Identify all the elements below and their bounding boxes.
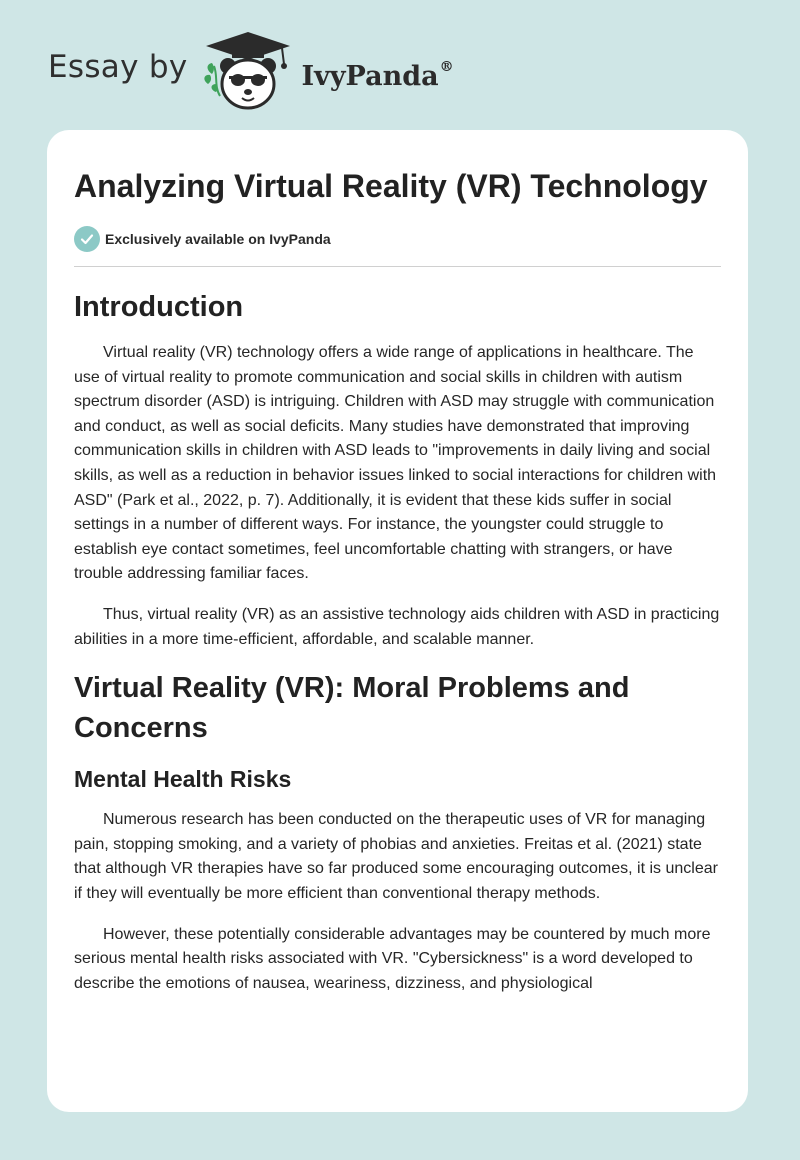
check-circle-icon [74, 226, 100, 252]
ivypanda-logo[interactable] [202, 30, 454, 114]
article-content [47, 130, 748, 996]
section-heading-moral-problems: Virtual Reality (VR): Moral Problems and Concerns [74, 672, 630, 745]
paragraph: Thus, virtual reality (VR) as an assistive technology aids children with ASD in practicing abilities in a more time-efficient, affordable, and scalable manner. [74, 605, 720, 648]
paragraph: Virtual reality (VR) technology offers a wide range of applications in healthcare. The use of virtual reality to promote communication and social skills in children with autism spectrum disorder (ASD) is intriguing. Children with ASD may struggle with communication and conduct, as well as social deficits. Many studies have demonstrated that improving communication skills in children with ASD leads to "improvements in daily living and social skills, as well as a reduction in behavior issues linked to social interactions for children with ASD" (Park et al., 2022, p. 7). Additionally, it is evident that these kids suffer in social settings in a number of different ways. For instance, the youngster could struggle to establish eye contact sometimes, feel uncomfortable chatting with strangers, or have trouble addressing familiar faces. [74, 344, 717, 583]
paragraph: Numerous research has been conducted on the therapeutic uses of VR for managing pain, stopping smoking, and a variety of phobias and anxieties. Freitas et al. (2021) state that although VR therapies have so far produced some encouraging outcomes, it is unclear if they will eventually be more efficient than conventional therapy methods. [74, 811, 718, 902]
exclusive-label: Exclusively available on IvyPanda [105, 231, 331, 247]
article-title: Analyzing Virtual Reality (VR) Technology [74, 168, 708, 204]
panda-graduate-logo-icon [202, 30, 294, 114]
article-card [47, 130, 748, 1112]
section-heading-introduction: Introduction [74, 291, 244, 323]
ivy-leaf-icon [204, 63, 220, 96]
exclusive-badge [74, 226, 721, 267]
essay-by-label: Essay by [48, 49, 188, 85]
brand-name [302, 59, 454, 92]
site-header [48, 30, 454, 114]
brand-text: IvyPanda [301, 60, 439, 92]
registered-mark: ® [439, 58, 454, 75]
paragraph: However, these potentially considerable advantages may be countered by much more serious mental health risks associated with VR. "Cybersickness" is a word developed to describe the emotions of nausea, weariness, dizziness, and physiological [74, 925, 711, 992]
subsection-heading-mental-health: Mental Health Risks [74, 766, 292, 793]
